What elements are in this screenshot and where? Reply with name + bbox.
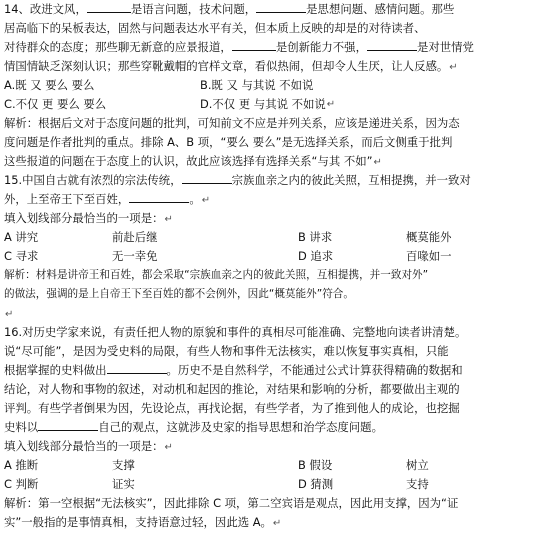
q15-analysis-2: 的做法，强调的是上自帝王下至百姓的都不会例外，因此“概莫能外”符合。	[4, 288, 354, 300]
empty-paragraph	[4, 304, 542, 323]
question-14	[4, 0, 542, 171]
q15-analysis-1: 解析：材料是讲帝王和百姓，都会采取“宗族血亲之内的彼此关照，互相提携，并一致对外”	[4, 269, 429, 281]
q16-line-5: 评判。有些学者倒果为因，先设论点，再找论据，有些学者，为了推到他人的成论，也挖掘	[4, 401, 460, 415]
q16-line-1: 16.对历史学家来说，有责任把人物的原貌和事件的真相尽可能准确、完整地向读者讲清楚。	[4, 325, 467, 339]
answer-blank	[232, 38, 276, 51]
option-c-text: 无一幸免	[112, 249, 158, 263]
option-c: C 判断	[4, 477, 39, 491]
answer-blank	[256, 0, 306, 13]
q16-line-3: 根据掌握的史料做出 。历史不是自然科学，不能通过公式计算获得精确的数据和	[4, 363, 463, 377]
option-c-text: 证实	[112, 477, 135, 491]
q16-options-row-2	[4, 475, 542, 494]
paragraph-mark-icon: ↵	[164, 214, 173, 225]
paragraph-mark-icon: ↵	[449, 62, 458, 73]
answer-blank	[367, 38, 417, 51]
option-d: D 猜测	[298, 477, 334, 491]
q14-line-4: 情国情缺乏深刻认识；那些穿靴戴帽的官样文章，看似热闹，但却令人生厌，让人反感。↵	[4, 59, 458, 73]
paragraph-mark-icon: ↵	[164, 442, 173, 453]
q16-line-2: 说“尽可能”，是因为受史料的局限，有些人物和事件无法核实，难以恢复事实真相，只能	[4, 344, 449, 358]
question-15	[4, 171, 542, 323]
option-d-text: 百喙如一	[406, 249, 452, 263]
q14-line-2: 居高临下的呆板表达，固然与问题表达水平有关，但本质上反映的却是的对待读者、	[4, 21, 426, 35]
q15-options-row-2	[4, 247, 542, 266]
option-a: A 讲究	[4, 230, 39, 244]
q14-line-3: 对待群众的态度；那些聊无新意的应景报道， 是创新能力不强， 是对世情党	[4, 40, 474, 54]
option-d-text: 支持	[406, 477, 429, 491]
answer-blank	[107, 361, 167, 374]
q14-analysis-1: 解析：根据后文对于态度问题的批判，可知前文不应是并列关系，应该是递进关系，因为态	[4, 116, 460, 130]
option-b-text: 树立	[406, 458, 429, 472]
q14-options-row-1	[4, 76, 542, 95]
answer-blank	[38, 418, 98, 431]
option-d: D 追求	[298, 249, 334, 263]
option-a-text: 前赴后继	[112, 230, 158, 244]
q16-prompt: 填入划线部分最恰当的一项是：↵	[4, 439, 173, 453]
paragraph-mark-icon: ↵	[326, 99, 336, 110]
option-b: B.既 又 与其说 不如说	[200, 78, 314, 92]
option-b-text: 概莫能外	[406, 230, 452, 244]
answer-blank	[129, 190, 189, 203]
option-b: B 假设	[298, 458, 333, 472]
option-c: C.不仅 更 要么 要么	[4, 97, 107, 111]
answer-blank	[87, 0, 131, 13]
q16-line-4: 结论，对人物和事物的叙述，对动机和起因的推论，对结果和影响的分析，都要做出主观的	[4, 382, 460, 396]
paragraph-mark-icon: ↵	[5, 309, 14, 320]
option-a-text: 支撑	[112, 458, 135, 472]
question-16	[4, 323, 542, 532]
q15-options-row-1	[4, 228, 542, 247]
q14-options-row-2	[4, 95, 542, 114]
q15-prompt: 填入划线部分最恰当的一项是：↵	[4, 211, 173, 225]
paragraph-mark-icon: ↵	[373, 157, 382, 168]
q15-line-1: 15.中国自古就有浓烈的宗法传统， 宗族血亲之内的彼此关照，互相提携，并一致对	[4, 173, 471, 187]
paragraph-mark-icon: ↵	[272, 518, 282, 529]
q14-analysis-2: 度问题是作者批判的重点。排除 A、B 项，“要么 要么”是无选择关系，而后文侧重于批判	[4, 135, 453, 149]
answer-blank	[182, 171, 232, 184]
option-b: B 讲求	[298, 230, 333, 244]
q16-line-6: 史料以 自己的观点，这就涉及史家的指导思想和治学态度问题。	[4, 420, 383, 434]
q16-analysis-2: 实”一般指的是事情真相，支持语意过轻，因此选 A。↵	[4, 515, 282, 529]
q14-analysis-3: 这些报道的问题在于态度上的认识，故此应该选择有选择关系“与其 不如”↵	[4, 154, 382, 168]
option-a: A 推断	[4, 458, 39, 472]
q16-analysis-1: 解析：第一空根据“无法核实”，因此排除 C 项，第二空宾语是观点，因此用支撑，因为“证	[4, 496, 459, 510]
paragraph-mark-icon: ↵	[201, 195, 211, 206]
q16-options-row-1	[4, 456, 542, 475]
q15-line-2: 外，上至帝王下至百姓， 。↵	[4, 192, 211, 206]
option-a: A.既 又 要么 要么	[4, 78, 95, 92]
q14-line-1: 14、改进文风， 是语言问题，技术问题， 是思想问题、感情问题。那些	[4, 2, 455, 16]
option-d: D.不仅 更 与其说 不如说	[200, 97, 326, 111]
option-c: C 寻求	[4, 249, 39, 263]
